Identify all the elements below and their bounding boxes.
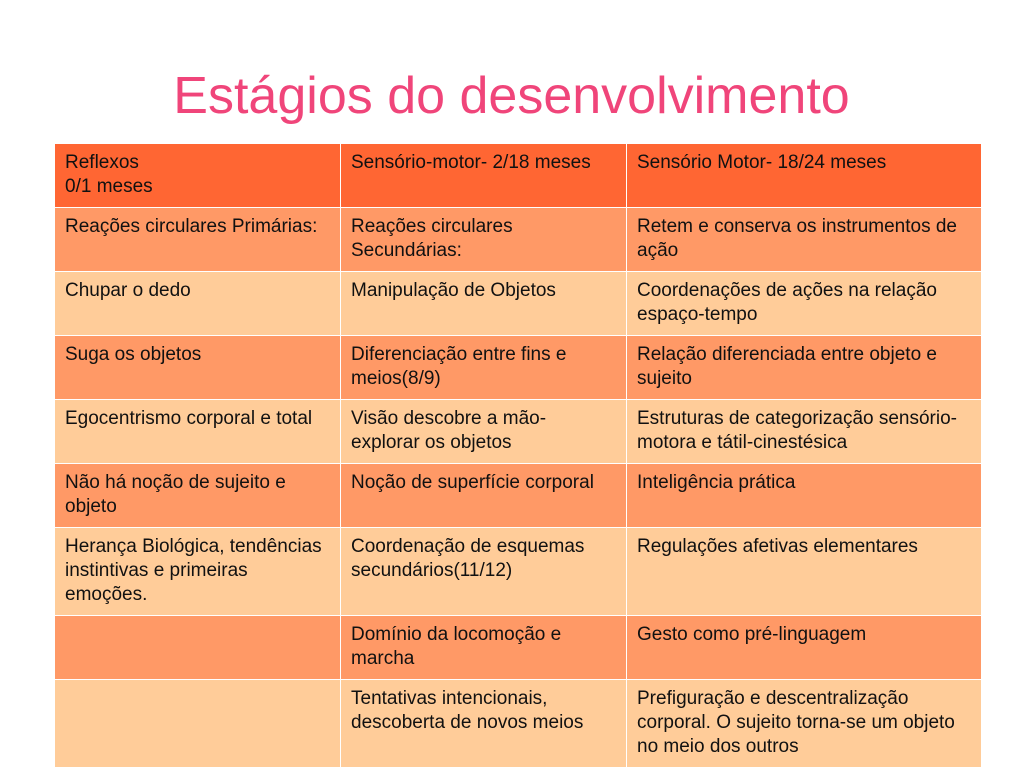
table-cell: Estruturas de categorização sensório-motora e tátil-cinestésica	[627, 400, 982, 464]
table-cell: Domínio da locomoção e marcha	[341, 616, 627, 680]
table-cell: Sensório-motor- 2/18 meses	[341, 144, 627, 208]
table-row	[55, 272, 982, 336]
table-cell: Diferenciação entre fins e meios(8/9)	[341, 336, 627, 400]
table-row	[55, 208, 982, 272]
table-row	[55, 464, 982, 528]
table-cell	[55, 680, 341, 767]
stages-table	[54, 144, 981, 767]
table-cell: Relação diferenciada entre objeto e sujeito	[627, 336, 982, 400]
table-cell: Coordenação de esquemas secundários(11/12)	[341, 528, 627, 616]
table-cell: Noção de superfície corporal	[341, 464, 627, 528]
table-row	[55, 336, 982, 400]
table-cell: Gesto como pré-linguagem	[627, 616, 982, 680]
table-cell: Manipulação de Objetos	[341, 272, 627, 336]
table-cell	[55, 144, 341, 208]
table-cell: Tentativas intencionais, descoberta de novos meios	[341, 680, 627, 767]
cell-line: Reflexos	[65, 152, 139, 173]
table-row	[55, 616, 982, 680]
table-cell: Retem e conserva os instrumentos de ação	[627, 208, 982, 272]
table-cell: Suga os objetos	[55, 336, 341, 400]
table-cell: Prefiguração e descentralização corporal. O sujeito torna-se um objeto no meio dos outros	[627, 680, 982, 767]
cell-line: 0/1 meses	[65, 176, 153, 197]
table-cell: Coordenações de ações na relação espaço-tempo	[627, 272, 982, 336]
page-title: Estágios do desenvolvimento	[173, 67, 850, 125]
table-row	[55, 528, 982, 616]
table-cell: Regulações afetivas elementares	[627, 528, 982, 616]
table-row	[55, 680, 982, 767]
table-cell: Visão descobre a mão- explorar os objetos	[341, 400, 627, 464]
table-cell: Reações circulares Secundárias:	[341, 208, 627, 272]
table-cell: Não há noção de sujeito e objeto	[55, 464, 341, 528]
table-cell: Egocentrismo corporal e total	[55, 400, 341, 464]
stages-table-container	[54, 144, 981, 767]
table-cell	[55, 616, 341, 680]
table-header-row	[55, 144, 982, 208]
table-cell: Inteligência prática	[627, 464, 982, 528]
table-cell: Sensório Motor- 18/24 meses	[627, 144, 982, 208]
table-cell: Reações circulares Primárias:	[55, 208, 341, 272]
table-cell: Herança Biológica, tendências instintivas e primeiras emoções.	[55, 528, 341, 616]
table-cell: Chupar o dedo	[55, 272, 341, 336]
table-row	[55, 400, 982, 464]
